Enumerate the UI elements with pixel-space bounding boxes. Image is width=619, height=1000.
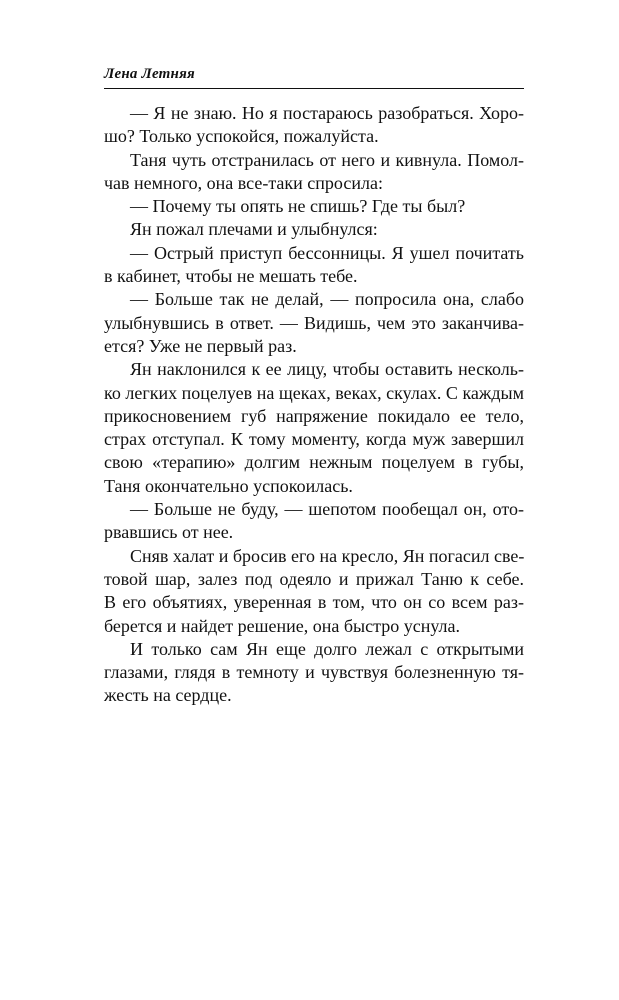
text-line: прикосновением губ напряжение покидало ее тело,: [104, 405, 524, 426]
text-line: — Острый приступ бессонницы. Я ушел почитать: [130, 242, 524, 263]
text-line: ко легких поцелуев на щеках, веках, скулах. С каждым: [104, 382, 524, 403]
text-line: Сняв халат и бросив его на кресло, Ян погасил све-: [130, 545, 525, 566]
text-line: — Больше так не делай, — попросила она, слабо: [130, 289, 524, 310]
text-line: шо? Только успокойся, пожалуйста.: [104, 126, 379, 147]
header-rule: [104, 88, 524, 89]
text-line: — Почему ты опять не спишь? Где ты был?: [130, 196, 466, 217]
text-line: чав немного, она все-таки спросила:: [104, 172, 383, 193]
text-line: — Больше не буду, — шепотом пообещал он, ото-: [130, 499, 524, 520]
running-head: Лена Летняя: [104, 66, 195, 82]
text-line: улыбнувшись в ответ. — Видишь, чем это заканчива-: [104, 312, 524, 333]
text-line: товой шар, залез под одеяло и прижал Таню к себе.: [104, 568, 524, 589]
text-line: Таня окончательно успокоилась.: [104, 475, 353, 496]
text-line: глазами, глядя в темноту и чувствуя болезненную тя-: [104, 662, 524, 683]
text-line: в кабинет, чтобы не мешать тебе.: [104, 266, 358, 287]
text-line: Ян пожал плечами и улыбнулся:: [130, 219, 378, 240]
text-line: Таня чуть отстранилась от него и кивнула. Помол-: [130, 149, 524, 170]
text-line: страх отступал. К тому моменту, когда муж завершил: [104, 429, 524, 450]
text-line: Ян наклонился к ее лицу, чтобы оставить несколь-: [130, 359, 524, 380]
text-line: свою «терапию» долгим нежным поцелуем в губы,: [104, 452, 524, 473]
text-line: жесть на сердце.: [104, 685, 232, 706]
text-line: ется? Уже не первый раз.: [104, 335, 297, 356]
text-line: — Я не знаю. Но я постараюсь разобраться. Хоро-: [130, 103, 524, 123]
body-text: [104, 102, 524, 708]
text-line: В его объятиях, уверенная в том, что он со всем раз-: [104, 592, 524, 613]
text-line: рвавшись от нее.: [104, 522, 234, 543]
text-line: И только сам Ян еще долго лежал с открытыми: [130, 638, 524, 659]
text-line: берется и найдет решение, она быстро уснула.: [104, 615, 461, 636]
